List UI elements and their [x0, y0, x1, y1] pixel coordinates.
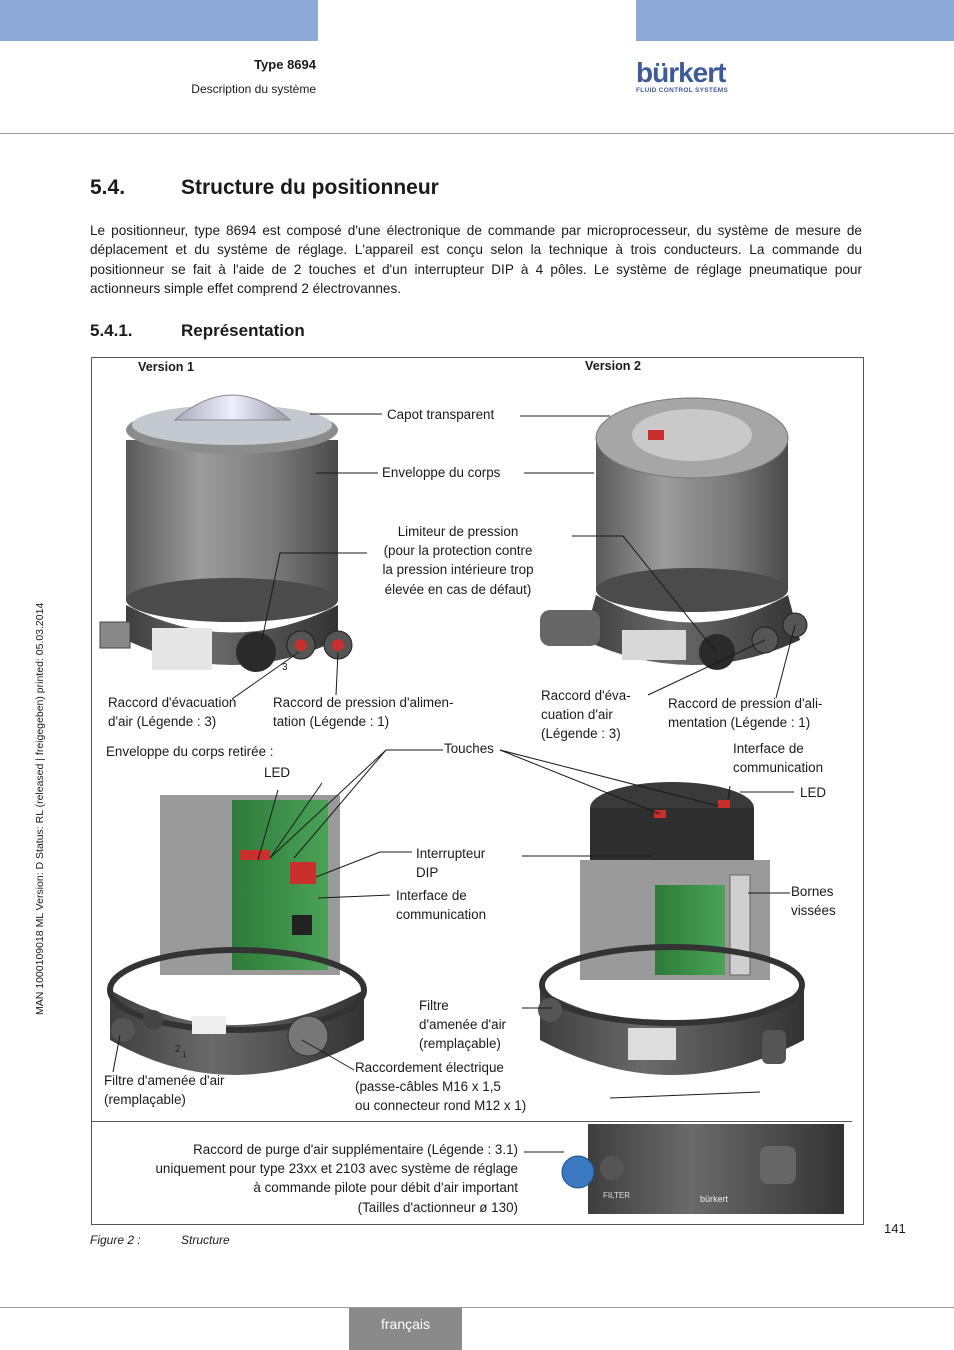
v1-cable-gland: [100, 622, 130, 648]
label-limiteur-line4: élevée en cas de défaut): [384, 581, 532, 597]
header-type: Type 8694: [254, 57, 316, 72]
v2-device: [540, 398, 807, 670]
v1-led-buttons: [240, 850, 270, 860]
v2-open-label: [628, 1028, 676, 1060]
figure-caption-text: Structure: [181, 1233, 230, 1247]
label-touches: Touches: [444, 741, 494, 756]
v1-transparent-cap: [175, 395, 290, 420]
v2-open-gland: [762, 1030, 786, 1064]
language-tab: français: [349, 1308, 462, 1350]
label-evac-v2-line3: (Légende : 3): [541, 726, 621, 742]
label-bornes: [791, 882, 836, 920]
v2-pressure-limiter: [699, 634, 735, 670]
label-evac-v1: [108, 693, 236, 731]
label-bornes-line1: Bornes: [791, 884, 834, 899]
label-raccordement-line1: Raccordement électrique: [355, 1060, 504, 1075]
v2-electronics-head: [590, 808, 754, 868]
label-interface-v2-line1: Interface de: [733, 741, 804, 756]
footer-rule: [0, 1307, 954, 1308]
v2-red-buttons: [648, 430, 664, 440]
label-dip: [416, 844, 485, 882]
label-interface-v1-line2: communication: [396, 907, 487, 923]
label-limiteur-line3: la pression intérieure trop: [382, 562, 534, 578]
label-dip-line2: DIP: [416, 865, 439, 881]
label-led-v1: LED: [264, 765, 291, 780]
mark-port21: 2: [175, 1044, 181, 1055]
label-purge-line2: uniquement pour type 23xx et 2103 avec système de réglage: [155, 1161, 518, 1177]
label-filtre-v1-line1: Filtre d'amenée d'air: [104, 1073, 225, 1088]
v1-dip-switch: [290, 862, 316, 884]
v1-body-bottom: [126, 578, 338, 622]
intro-paragraph: Le positionneur, type 8694 est composé d'une électronique de commande par microprocesseur, du système de mesure de déplacement et du système de réglage. L'appareil est conçu selon la technique à trois conducteurs. La commande du positionneur se fait à l'aide de 2 touches et d'un interrupteur DIP à 4 pôles. Le système de réglage pneumatique pour actionneurs simple effet comprend 2 électrovannes.: [90, 223, 862, 297]
logo-word: bürkert: [636, 57, 726, 88]
label-evac-v2: [541, 686, 631, 744]
v1-chip: [292, 915, 312, 935]
v2-filter-port: [538, 998, 562, 1022]
mark-port1: 1: [182, 1050, 187, 1059]
subsection-number: 5.4.1.: [90, 321, 133, 340]
v1-port-exhaust-plug: [295, 639, 307, 651]
mark-filter: FILTER: [603, 1191, 630, 1200]
label-raccordement: [355, 1058, 526, 1116]
v1-open-label: [192, 1016, 226, 1034]
label-filtre-v2-line3: (remplaçable): [419, 1036, 501, 1052]
purge-port: [562, 1156, 594, 1188]
mark-port3: 3: [282, 662, 288, 673]
label-raccordement-line2: (passe-câbles M16 x 1,5: [355, 1079, 501, 1095]
label-filtre-v2-line2: d'amenée d'air: [419, 1017, 506, 1033]
label-interface-v1-line1: Interface de: [396, 888, 467, 903]
label-interface-v1: [396, 886, 486, 924]
label-raccordement-line3: ou connecteur rond M12 x 1): [355, 1098, 527, 1114]
label-alim-v2-line1: Raccord de pression d'ali-: [668, 696, 823, 711]
v2-touch-button-2: [718, 800, 730, 808]
label-filtre-v2-line1: Filtre: [419, 998, 449, 1013]
document-status-note: MAN 1000109018 ML Version: D Status: RL (released | freigegeben) printed: 05.03.2014: [34, 602, 46, 1015]
page-number: 141: [884, 1221, 906, 1236]
label-evac-v1-line1: Raccord d'évacuation: [108, 695, 237, 710]
logo-subtitle: FLUID CONTROL SYSTEMS: [636, 87, 729, 94]
v2-open-device: [538, 782, 804, 1075]
v1-body: [126, 440, 338, 600]
section-number: 5.4.: [90, 176, 126, 199]
label-purge-line4: (Tailles d'actionneur ø 130): [357, 1199, 518, 1215]
v2-cable-gland: [540, 610, 600, 646]
label-alim-v1-line2: tation (Légende : 1): [273, 714, 390, 730]
section-title-text: Structure du positionneur: [181, 176, 439, 199]
label-enveloppe-retiree: Enveloppe du corps retirée :: [106, 744, 274, 759]
label-limiteur-line1: Limiteur de pression: [397, 524, 519, 539]
label-led-v2: LED: [800, 785, 827, 800]
v2-terminal-block: [730, 875, 750, 975]
version2-label: Version 2: [585, 359, 642, 373]
label-purge-line3: à commande pilote pour débit d'air important: [253, 1180, 518, 1196]
label-purge-line1: Raccord de purge d'air supplémentaire (Légende : 3.1): [193, 1142, 518, 1157]
label-enveloppe: Enveloppe du corps: [382, 465, 501, 480]
header-description: Description du système: [191, 82, 316, 96]
purge-port-adjacent: [600, 1156, 624, 1180]
label-alim-v1: [273, 693, 453, 731]
label-purge: [96, 1140, 518, 1217]
label-alim-v1-line1: Raccord de pression d'alimen-: [273, 695, 454, 710]
label-alim-v2: [668, 694, 822, 732]
label-bornes-line2: vissées: [791, 903, 836, 919]
v1-filter-port: [111, 1018, 135, 1042]
label-filtre-v1: [104, 1071, 224, 1109]
v2-pcb: [655, 885, 725, 975]
label-dip-line1: Interrupteur: [416, 846, 486, 861]
label-evac-v2-line1: Raccord d'éva-: [541, 688, 631, 703]
figure-caption-label: Figure 2 :: [90, 1233, 141, 1247]
mark-brand: bürkert: [700, 1194, 729, 1204]
v1-m12-connector: [288, 1016, 328, 1056]
label-capot: Capot transparent: [387, 407, 495, 422]
version1-label: Version 1: [138, 360, 195, 374]
v2-label-plate: [622, 630, 686, 660]
label-evac-v1-line2: d'air (Légende : 3): [108, 714, 217, 730]
v1-label-plate: [152, 628, 212, 670]
v1-port-supply-plug: [332, 639, 344, 651]
v1-device: [100, 395, 352, 672]
label-limiteur-line2: (pour la protection contre: [383, 543, 533, 559]
label-evac-v2-line2: cuation d'air: [541, 707, 613, 723]
label-limiteur: [370, 522, 546, 599]
v1-pcb: [232, 800, 328, 970]
v1-pressure-limiter: [236, 632, 276, 672]
label-interface-v2: [733, 739, 823, 777]
purge-gland: [760, 1146, 796, 1184]
label-filtre-v1-line2: (remplaçable): [104, 1092, 186, 1108]
label-alim-v2-line2: mentation (Légende : 1): [668, 715, 811, 731]
v1-port-left: [143, 1010, 163, 1030]
v1-open-device: [110, 795, 364, 1075]
label-interface-v2-line2: communication: [733, 760, 824, 776]
v2-body-bottom: [596, 568, 788, 612]
label-filtre-v2: [419, 996, 506, 1054]
subsection-title-text: Représentation: [181, 321, 305, 340]
